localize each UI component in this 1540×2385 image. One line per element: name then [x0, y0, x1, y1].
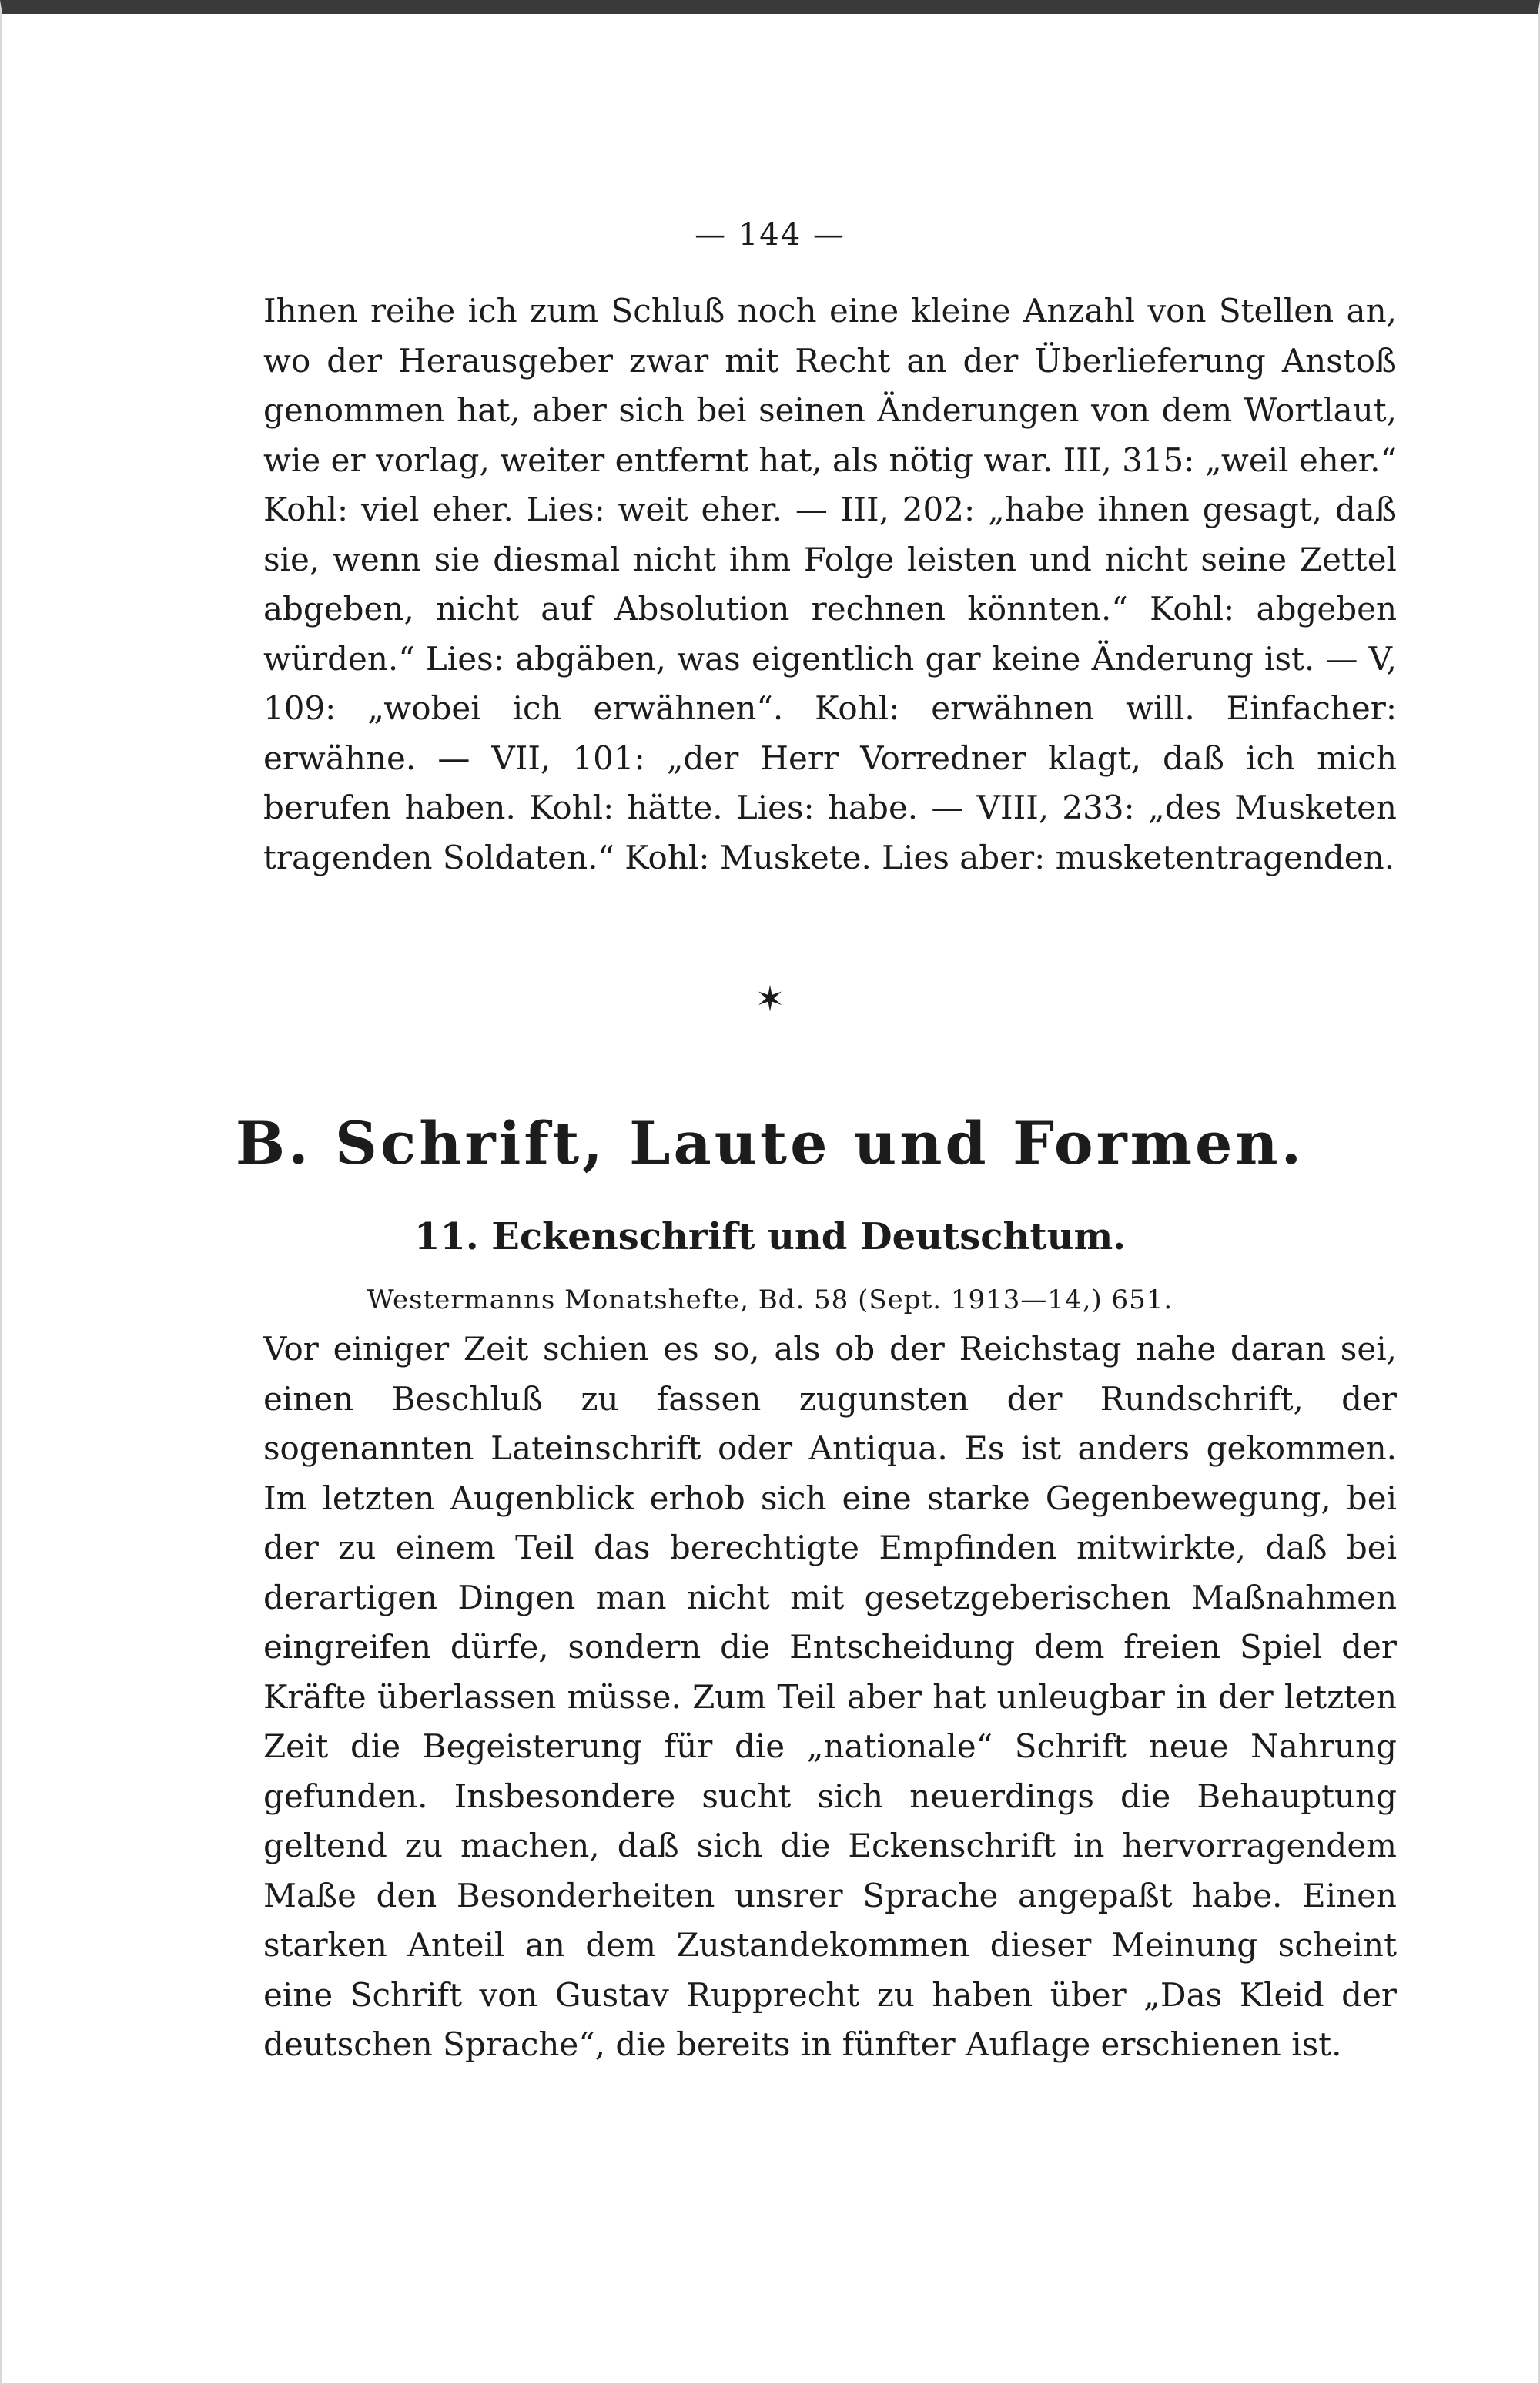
article-body	[263, 1325, 1397, 2070]
paragraph: Ihnen reihe ich zum Schluß noch eine kleine Anzahl von Stellen an, wo der Herausgeber zwar mit Recht an der Überlieferung Anstoß genommen hat, aber sich bei seinen Änderungen von dem Wortlaut, wie er vorlag, weiter entfernt hat, als nötig war. III, 315: „weil eher.“ Kohl: viel eher. Lies: weit eher. — III, 202: „habe ihnen gesagt, daß sie, wenn sie diesmal nicht ihm Folge leisten und nicht seine Zettel abgeben, nicht auf Absolution rechnen könnten.“ Kohl: abgeben würden.“ Lies: abgäben, was eigentlich gar keine Änderung ist. — V, 109: „wobei ich erwähnen“. Kohl: erwähnen will. Einfacher: erwähne. — VII, 101: „der Herr Vorredner klagt, daß ich mich berufen haben. Kohl: hätte. Lies: habe. — VIII, 233: „des Musketen tragenden Soldaten.“ Kohl: Muskete. Lies aber: musketentragenden.	[263, 292, 1397, 876]
page-number: — 144 —	[695, 217, 845, 253]
paragraph: Vor einiger Zeit schien es so, als ob der Reichstag nahe daran sei, einen Beschluß zu fassen zugunsten der Rundschrift, der sogenannten Lateinschrift oder Antiqua. Es ist anders gekommen. Im letzten Augenblick erhob sich eine starke Gegenbewegung, bei der zu einem Teil das berechtigte Empfinden mitwirkte, daß bei derartigen Dingen man nicht mit gesetzgeberischen Maßnahmen eingreifen dürfe, sondern die Entscheidung dem freien Spiel der Kräfte überlassen müsse. Zum Teil aber hat unleugbar in der letzten Zeit die Begeisterung für die „nationale“ Schrift neue Nahrung gefunden. Insbesondere sucht sich neuerdings die Behauptung geltend zu machen, daß sich die Eckenschrift in hervorragendem Maße den Besonderheiten unsrer Sprache angepaßt habe. Einen starken Anteil an dem Zustandekommen dieser Meinung scheint eine Schrift von Gustav Rupprecht zu haben über „Das Kleid der deutschen Sprache“, die bereits in fünfter Auflage erschienen ist.	[263, 1330, 1397, 2063]
section-title: B. Schrift, Laute und Formen.	[235, 1109, 1305, 1177]
footnote-corrections-block	[263, 286, 1397, 883]
section-separator-asterisk: ✶	[755, 978, 785, 1020]
article-source: Westermanns Monatshefte, Bd. 58 (Sept. 1913—14,) 651.	[367, 1285, 1173, 1315]
article-title: 11. Eckenschrift und Deutschtum.	[414, 1215, 1126, 1258]
